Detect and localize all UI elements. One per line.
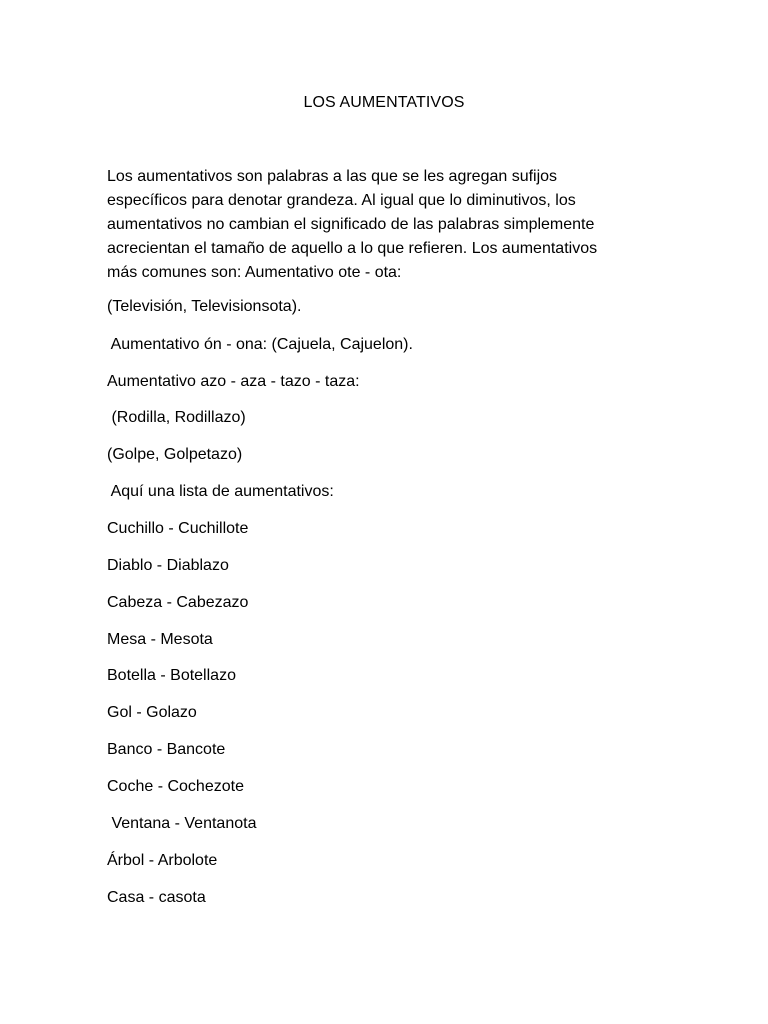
list-item: Mesa - Mesota — [107, 631, 213, 648]
example-rodilla: (Rodilla, Rodillazo) — [107, 409, 246, 426]
list-item: Diablo - Diablazo — [107, 557, 229, 574]
list-item: Casa - casota — [107, 889, 206, 906]
intro-paragraph — [107, 165, 667, 285]
list-item: Botella - Botellazo — [107, 667, 236, 684]
intro-line: específicos para denotar grandeza. Al igual que lo diminutivos, los — [107, 192, 576, 209]
list-item: Gol - Golazo — [107, 704, 197, 721]
document-title: LOS AUMENTATIVOS — [303, 94, 465, 111]
list-item: Árbol - Arbolote — [107, 852, 218, 869]
list-heading: Aquí una lista de aumentativos: — [107, 483, 334, 500]
example-television: (Televisión, Televisionsota). — [107, 298, 302, 315]
suffix-azo-aza: Aumentativo azo - aza - tazo - taza: — [107, 373, 360, 390]
list-item: Cuchillo - Cuchillote — [107, 520, 249, 537]
list-item: Coche - Cochezote — [107, 778, 244, 795]
list-item: Banco - Bancote — [107, 741, 226, 758]
list-item: Ventana - Ventanota — [107, 815, 257, 832]
list-item: Cabeza - Cabezazo — [107, 594, 249, 611]
example-golpe: (Golpe, Golpetazo) — [107, 446, 243, 463]
intro-line: Los aumentativos son palabras a las que se les agregan sufijos — [107, 168, 558, 185]
intro-line: aumentativos no cambian el significado de las palabras simplemente — [107, 216, 595, 233]
intro-line: acrecientan el tamaño de aquello a lo que refieren. Los aumentativos — [107, 240, 598, 257]
suffix-on-ona: Aumentativo ón - ona: (Cajuela, Cajuelon). — [107, 336, 413, 353]
intro-line: más comunes son: Aumentativo ote - ota: — [107, 264, 402, 281]
